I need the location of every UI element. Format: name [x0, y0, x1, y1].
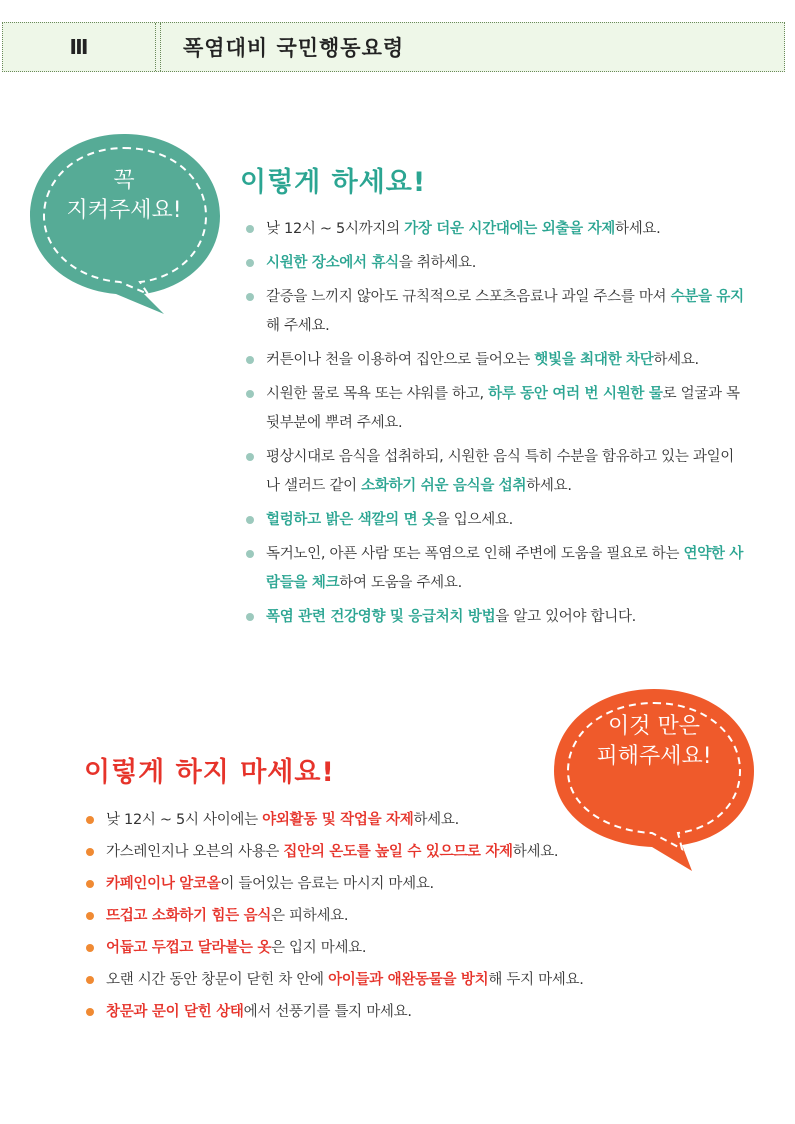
dont-item-text	[106, 806, 646, 835]
do-list-item	[246, 603, 746, 632]
highlight-text: 어둡고 두껍고 달라붙는 옷	[106, 940, 272, 956]
section-header	[2, 22, 785, 72]
dont-list-item	[86, 806, 646, 835]
bullet-icon	[246, 225, 254, 233]
do-list	[246, 215, 746, 637]
do-list-item	[246, 346, 746, 375]
body-text: 하세요.	[512, 844, 559, 860]
highlight-text: 폭염 관련 건강영향 및 응급처치 방법	[266, 609, 496, 625]
highlight-text: 집안의 온도를 높일 수 있으므로 자제	[283, 844, 513, 860]
bullet-icon	[86, 912, 94, 920]
do-item-text	[266, 380, 746, 438]
bullet-icon	[246, 356, 254, 364]
dont-list-item	[86, 934, 646, 963]
do-bubble-line-1: 꼭	[113, 168, 135, 193]
dont-item-text	[106, 934, 646, 963]
section-number: Ⅲ	[3, 23, 156, 71]
do-heading: 이렇게 하세요!	[240, 167, 427, 198]
bullet-icon	[86, 816, 94, 824]
body-text: 에서 선풍기를 틀지 마세요.	[243, 1004, 412, 1020]
do-item-text	[266, 346, 746, 375]
body-text: 낮 12시 ~ 5시까지의	[266, 221, 405, 237]
bullet-icon	[246, 453, 254, 461]
dont-item-text	[106, 838, 646, 867]
body-text: 낮 12시 ~ 5시 사이에는	[106, 812, 263, 828]
body-text: 하세요.	[413, 812, 459, 828]
bullet-icon	[86, 848, 94, 856]
body-text: 독거노인, 아픈 사람 또는 폭염으로 인해 주변에 도움을 필요로 하는	[266, 546, 684, 562]
bullet-icon	[86, 1008, 94, 1016]
bullet-icon	[246, 550, 254, 558]
bullet-icon	[86, 880, 94, 888]
dont-list-item	[86, 966, 646, 995]
do-list-item	[246, 283, 746, 341]
body-text: 해 두지 마세요.	[488, 972, 584, 988]
body-text: 커튼이나 천을 이용하여 집안으로 들어오는	[266, 352, 535, 368]
do-item-text	[266, 443, 746, 501]
body-text: 로 얼굴과 목 뒷부분에 뿌려 주세요.	[266, 386, 740, 431]
body-text: 을 취하세요.	[398, 255, 477, 271]
section-title: 폭염대비 국민행동요령	[183, 36, 405, 60]
do-bubble-line-2: 지켜주세요!	[66, 198, 182, 223]
do-list-item	[246, 540, 746, 598]
do-list-item	[246, 506, 746, 535]
body-text: 하여 도움을 주세요.	[339, 575, 462, 591]
body-text: 오랜 시간 동안 창문이 닫힌 차 안에	[106, 972, 329, 988]
bullet-icon	[246, 613, 254, 621]
highlight-text: 아이들과 애완동물을 방치	[328, 972, 489, 988]
body-text: 평상시대로 음식을 섭취하되, 시원한 음식 특히 수분을 함유하고 있는 과일이나 샐러드 같이	[266, 449, 735, 494]
body-text: 시원한 물로 목욕 또는 샤워를 하고,	[266, 386, 489, 402]
do-bubble-text	[44, 166, 204, 226]
highlight-text: 수분을 유지	[670, 289, 744, 305]
body-text: 하세요.	[615, 221, 661, 237]
highlight-text: 햇빛을 최대한 차단	[534, 352, 654, 368]
dont-list-item	[86, 998, 646, 1027]
dont-item-text	[106, 902, 646, 931]
body-text: 해 주세요.	[266, 318, 330, 334]
highlight-text: 시원한 장소에서 휴식	[266, 255, 399, 271]
body-text: 이 들어있는 음료는 마시지 마세요.	[220, 876, 434, 892]
highlight-text: 연약한 사람들을 체크	[266, 546, 744, 591]
highlight-text: 소화하기 쉬운 음식을 섭취	[361, 478, 527, 494]
highlight-text: 하루 동안 여러 번 시원한 물	[488, 386, 663, 402]
do-list-item	[246, 215, 746, 244]
do-item-text	[266, 249, 746, 278]
body-text: 하세요.	[526, 478, 572, 494]
do-item-text	[266, 540, 746, 598]
do-item-text	[266, 283, 746, 341]
dont-bubble-line-1: 이것 만은	[607, 714, 700, 739]
dont-list-item	[86, 838, 646, 867]
bullet-icon	[246, 259, 254, 267]
bullet-icon	[246, 516, 254, 524]
bullet-icon	[86, 944, 94, 952]
do-item-text	[266, 603, 746, 632]
dont-list-item	[86, 870, 646, 899]
highlight-text: 카페인이나 알코올	[106, 876, 221, 892]
body-text: 하세요.	[653, 352, 699, 368]
highlight-text: 야외활동 및 작업을 자제	[262, 812, 414, 828]
highlight-text: 헐렁하고 밝은 색깔의 면 옷	[266, 512, 436, 528]
body-text: 을 입으세요.	[435, 512, 513, 528]
dont-heading: 이렇게 하지 마세요!	[84, 757, 335, 788]
body-text: 갈증을 느끼지 않아도 규칙적으로 스포츠음료나 과일 주스를 마셔	[266, 289, 671, 305]
do-list-item	[246, 380, 746, 438]
body-text: 가스레인지나 오븐의 사용은	[106, 844, 284, 860]
dont-item-text	[106, 870, 646, 899]
header-divider	[160, 23, 161, 71]
dont-list-item	[86, 902, 646, 931]
do-list-item	[246, 249, 746, 278]
dont-bubble-line-2: 피해주세요!	[596, 744, 712, 769]
dont-item-text	[106, 966, 646, 995]
dont-bubble-text	[574, 712, 734, 772]
body-text: 을 알고 있어야 합니다.	[495, 609, 636, 625]
highlight-text: 뜨겁고 소화하기 힘든 음식	[106, 908, 272, 924]
do-list-item	[246, 443, 746, 501]
dont-item-text	[106, 998, 646, 1027]
bullet-icon	[86, 976, 94, 984]
highlight-text: 창문과 문이 닫힌 상태	[106, 1004, 244, 1020]
bullet-icon	[246, 293, 254, 301]
bullet-icon	[246, 390, 254, 398]
highlight-text: 가장 더운 시간대에는 외출을 자제	[404, 221, 615, 237]
body-text: 은 피하세요.	[271, 908, 349, 924]
do-item-text	[266, 506, 746, 535]
dont-list	[86, 806, 646, 1030]
do-item-text	[266, 215, 746, 244]
body-text: 은 입지 마세요.	[271, 940, 367, 956]
